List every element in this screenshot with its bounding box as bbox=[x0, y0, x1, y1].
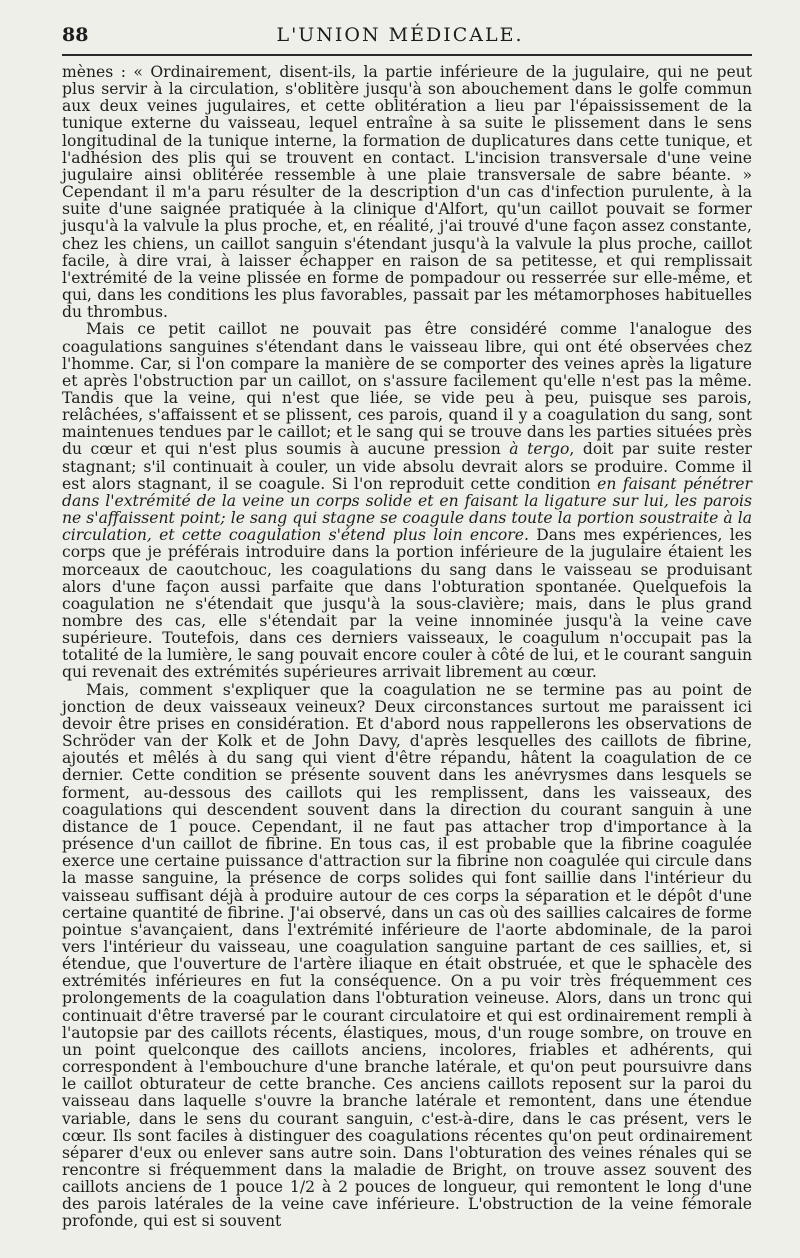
header-rule bbox=[62, 54, 752, 56]
italic-text: à tergo bbox=[509, 440, 570, 459]
body-text bbox=[62, 64, 752, 1231]
paragraph bbox=[62, 64, 752, 321]
text-run: Dans mes expériences, les corps que je préférais introduire dans la portion inférieure de la jugulaire étaient les morceaux de caoutchouc, les coagulations du sang dans le vaisseau se produisant alors d'une façon aussi parfaite que dans l'obturation spontanée. Quelquefois la coagulation ne s'étendait que jusqu'à la sous-clavière; mais, dans le plus grand nombre des cas, elle s'étendait par la veine innominée jusqu'à la veine cave supérieure. Toutefois, dans ces derniers vaisseaux, le coagulum n'occupait pas la totalité de la lumière, le sang pouvait encore couler à côté de lui, et le courant sanguin qui revenait des extrémités supérieures arrivait librement au cœur. bbox=[62, 526, 752, 682]
page-header bbox=[0, 0, 800, 50]
running-title: L'UNION MÉDICALE. bbox=[276, 24, 524, 46]
paragraph bbox=[62, 321, 752, 681]
text-run: Mais ce petit caillot ne pouvait pas être considéré comme l'analogue des coagulations sanguines s'étendant dans le vaisseau libre, qui ont été observées chez l'homme. Car, si l'on compare la manière de se comporter des veines après la ligature et après l'obstruction par un caillot, on s'assure facilement qu'elle n'est pas la même. Tandis que la veine, qui n'est que liée, se vide peu à peu, puisque ses parois, relâchées, s'affaissent et se plissent, ces parois, quand il y a coagulation du sang, sont maintenues tendues par le caillot; et le sang qui se trouve dans les parties situées près du cœur et qui n'est plus soumis à aucune pression bbox=[62, 320, 752, 459]
paragraph bbox=[62, 682, 752, 1231]
text-run: Mais, comment s'expliquer que la coagulation ne se termine pas au point de jonction de deux vaisseaux veineux? Deux circonstances surtout me paraissent ici devoir être prises en considération. Et d'abord nous rappellerons les observations de Schröder van der Kolk et de John Davy, d'après lesquelles des caillots de fibrine, ajoutés et mêlés à du sang qui vient d'être répandu, hâtent la coagulation de ce dernier. Cette condition se présente souvent dans les anévrysmes dans lesquels se forment, au-dessous des caillots qui les remplissent, dans les vaisseaux, des coagulations qui descendent souvent dans la direction du courant sanguin à une distance de 1 pouce. Cependant, il ne faut pas attacher trop d'importance à la présence d'un caillot de fibrine. En tous cas, il est probable que la fibrine coagulée exerce une certaine puissance d'attraction sur la fibrine non coagulée qui circule dans la masse sanguine, la présence de corps solides qui font saillie dans l'intérieur du vaisseau suffisant déjà à produire autour de ces corps la séparation et le dépôt d'une certaine quantité de fibrine. J'ai observé, dans un cas où des saillies calcaires de forme pointue s'avançaient, dans l'extrémité inférieure de l'aorte abdominale, de la paroi vers l'intérieur du vaisseau, une coagulation sanguine partant de ces saillies, et, si étendue, que l'ouverture de l'artère iliaque en était obstruée, et que le sphacèle des extrémités inférieures en fut la conséquence. On a pu voir très fréquemment ces prolongements de la coagulation dans l'obturation veineuse. Alors, dans un tronc qui continuait d'être traversé par le courant circulatoire et qui est ordinairement rempli à l'autopsie par des caillots récents, élastiques, mous, d'un rouge sombre, on trouve en un point quelconque des caillots anciens, incolores, friables et adhérents, qui correspondent à l'embouchure d'une branche latérale, et qu'on peut poursuivre dans le caillot obturateur de cette branche. Ces anciens caillots reposent sur la paroi du vaisseau dans laquelle s'ouvre la branche latérale et remontent, dans une étendue variable, dans le sens du courant sanguin, c'est-à-dire, dans le cas présent, vers le cœur. Ils sont faciles à distinguer des coagulations récentes qu'on peut ordinairement séparer d'eux ou enlever sans autre soin. Dans l'obturation des veines rénales qui se rencontre si fréquemment dans la maladie de Bright, on trouve assez souvent des caillots anciens de 1 pouce 1/2 à 2 pouces de longueur, qui remontent le long d'une des parois latérales de la veine cave inférieure. L'obstruction de la veine fémorale profonde, qui est si souvent bbox=[62, 680, 753, 1231]
italic-text: en faisant pénétrer dans l'extrémité de la veine un corps solide et en faisant la ligature sur lui, les parois ne s'affaissent point; le sang qui stagne se coagule dans toute la portion soustraite à la circulation, et cette coagulation s'étend plus loin encore. bbox=[62, 474, 752, 545]
text-run: , doit par suite rester stagnant; s'il continuait à couler, un vide absolu devrait alors se produire. Comme il est alors stagnant, il se coagule. Si l'on reproduit cette condition bbox=[62, 440, 752, 493]
text-run: mènes : « Ordinairement, disent-ils, la partie inférieure de la jugulaire, qui ne peut plus servir à la circulation, s'oblitère jusqu'à son abouchement dans le golfe commun aux deux veines jugulaires, et cette oblitération a lieu par l'épaississement de la tunique externe du vaisseau, lequel entraîne à sa suite le plissement dans le sens longitudinal de la tunique interne, la formation de duplicatures dans cette tunique, et l'adhésion des plis qui se trouvent en contact. L'incision transversale d'une veine jugulaire ainsi oblitérée ressemble à une plaie transversale de sabre béante. » Cependant il m'a paru résulter de la description d'un cas d'infection purulente, à la suite d'une saignée pratiquée à la clinique d'Alfort, qu'un caillot pouvait se former jusqu'à la valvule la plus proche, et, en réalité, j'ai trouvé d'une façon assez constante, chez les chiens, un caillot sanguin s'étendant jusqu'à la valvule la plus proche, caillot facile, à dire vrai, à laisser échapper en raison de sa petitesse, et qui remplissait l'extrémité de la veine plissée en forme de pompadour ou resserrée sur elle-même, et qui, dans les conditions les plus favorables, passait par les métamorphoses habituelles du thrombus. bbox=[62, 63, 752, 322]
page-number: 88 bbox=[62, 24, 89, 46]
